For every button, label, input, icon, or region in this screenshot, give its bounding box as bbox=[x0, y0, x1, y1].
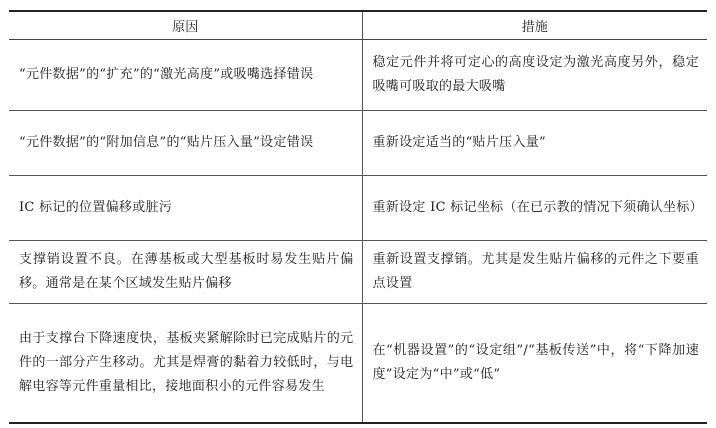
cause-cell: 支撑销设置不良。在薄基板或大型基板时易发生贴片偏移。通常是在某个区域发生贴片偏移 bbox=[19, 252, 354, 291]
table-row bbox=[9, 111, 707, 176]
table-body bbox=[9, 40, 707, 424]
table-row bbox=[9, 304, 707, 424]
measure-cell: 重新设定 IC 标记坐标（在已示教的情况下须确认坐标） bbox=[362, 176, 707, 241]
measure-cell: 在“机器设置”的“设定组”/“基板传送”中，将“下降加速度”设定为“中”或“低” bbox=[362, 304, 707, 424]
cause-cell: IC 标记的位置偏移或脏污 bbox=[19, 200, 173, 215]
measure-cell: 重新设定适当的“贴片压入量” bbox=[362, 111, 707, 176]
header-row bbox=[9, 11, 707, 40]
table-row bbox=[9, 176, 707, 241]
measure-cell: 重新设置支撑销。尤其是发生贴片偏移的元件之下要重点设置 bbox=[362, 241, 707, 304]
table bbox=[9, 10, 707, 424]
cause-cell: “元件数据”的“扩充”的“激光高度”或吸嘴选择错误 bbox=[19, 67, 314, 82]
header-cause: 原因 bbox=[172, 20, 199, 35]
table-row bbox=[9, 40, 707, 111]
cause-measure-table bbox=[9, 10, 707, 424]
cause-cell: 由于支撑台下降速度快，基板夹紧解除时已完成贴片的元件的一部分产生移动。尤其是焊膏的黏着力较低时，与电解电容等元件重量相比，接地面积小的元件容易发生 bbox=[19, 331, 354, 394]
measure-cell: 稳定元件并将可定心的高度设定为激光高度另外，稳定吸嘴可吸取的最大吸嘴 bbox=[362, 40, 707, 111]
header-measure: 措施 bbox=[362, 11, 707, 40]
table-row bbox=[9, 241, 707, 304]
cause-cell: “元件数据”的“附加信息”的“贴片压入量”设定错误 bbox=[19, 135, 314, 150]
table-header bbox=[9, 11, 707, 40]
